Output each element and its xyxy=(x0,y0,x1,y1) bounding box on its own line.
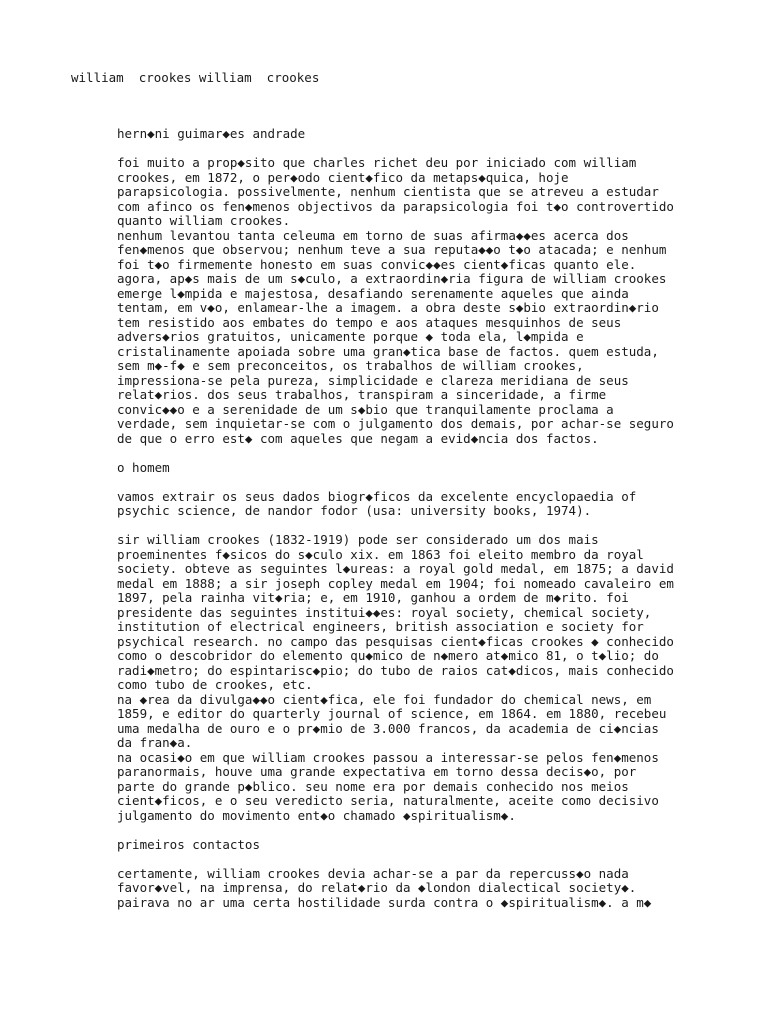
text-line: foi t◆o firmemente honesto em suas convic◆◆es cient◆ficas quanto ele. xyxy=(117,256,637,272)
paragraph-gap xyxy=(117,142,757,157)
text-line: verdade, sem inquietar-se com o julgamento dos demais, por achar-se seguro xyxy=(117,416,674,431)
text-line: de que o erro est◆ com aqueles que negam a evid◆ncia dos factos. xyxy=(117,430,599,446)
text-line: uma medalha de ouro e o pr◆mio de 3.000 francos, da academia de ci◆ncias xyxy=(117,720,659,736)
text-line: favor◆vel, na imprensa, do relat◆rio da ◆london dialectical society◆. xyxy=(117,880,637,895)
text-line: agora, ap◆s mais de um s◆culo, a extraordin◆ria figura de william crookes xyxy=(117,271,667,286)
section-heading-o-homem xyxy=(117,461,757,476)
paragraph-gap xyxy=(117,852,757,867)
document-body xyxy=(117,127,757,910)
first-contacts-paragraph xyxy=(117,867,757,911)
text-line: relat◆rios. dos seus trabalhos, transpiram a sinceridade, a firme xyxy=(117,387,607,402)
text-line: na ocasi◆o em que william crookes passou a interessar-se pelos fen◆menos xyxy=(117,749,659,765)
section-heading-primeiros-contactos xyxy=(117,838,757,853)
text-line: impressiona-se pela pureza, simplicidade e clareza meridiana de seus xyxy=(117,372,629,388)
biography-paragraph xyxy=(117,533,757,823)
paragraph-gap xyxy=(117,519,757,534)
text-line: tentam, em v◆o, enlamear-lhe a imagem. a obra deste s◆bio extraordin◆rio xyxy=(117,300,659,315)
text-line: presidente das seguintes institui◆◆es: royal society, chemical society, xyxy=(117,604,652,620)
text-line: cient◆ficos, e o seu veredicto seria, naturalmente, aceite como decisivo xyxy=(117,793,659,808)
text-line: vamos extrair os seus dados biogr◆ficos da excelente encyclopaedia of xyxy=(117,488,637,504)
text-line: sem m◆-f◆ e sem preconceitos, os trabalhos de william crookes, xyxy=(117,358,584,373)
text-line: quanto william crookes. xyxy=(117,213,291,228)
text-line: como tubo de crookes, etc. xyxy=(117,677,313,692)
paragraph-gap xyxy=(117,475,757,490)
text-line: pairava no ar uma certa hostilidade surda contra o ◆spiritualism◆. a m◆ xyxy=(117,894,652,910)
text-line: cristalinamente apoiada sobre uma gran◆tica base de factos. quem estuda, xyxy=(117,343,659,359)
text-line: 1897, pela rainha vit◆ria; e, em 1910, ganhou a ordem de m◆rito. foi xyxy=(117,590,629,605)
text-line: psychical research. no campo das pesquisas cient◆ficas crookes ◆ conhecido xyxy=(117,633,674,649)
text-line: com afinco os fen◆menos objectivos da parapsicologia foi t◆o controvertido xyxy=(117,198,674,214)
text-line: convic◆◆o e a serenidade de um s◆bio que tranquilamente proclama a xyxy=(117,401,614,417)
text-line: tem resistido aos embates do tempo e aos ataques mesquinhos de seus xyxy=(117,314,622,330)
document-title: william crookes william crookes xyxy=(71,70,320,85)
intro-paragraph xyxy=(117,156,757,446)
text-line: paranormais, houve uma grande expectativa em torno dessa decis◆o, por xyxy=(117,764,637,779)
text-line: foi muito a prop◆sito que charles richet deu por iniciado com william xyxy=(117,155,637,170)
text-line: fen◆menos que observou; nenhum teve a sua reputa◆◆o t◆o atacada; e nenhum xyxy=(117,242,667,257)
text-line: como o descobridor do elemento qu◆mico de n◆mero at◆mico 81, o t◆lio; do xyxy=(117,648,659,663)
text-line: da fran◆a. xyxy=(117,735,193,750)
text-line: primeiros contactos xyxy=(117,836,260,852)
text-line: o homem xyxy=(117,459,170,475)
text-line: proeminentes f◆sicos do s◆culo xix. em 1863 foi eleito membro da royal xyxy=(117,546,644,562)
text-line: radi◆metro; do espintarisc◆pio; do tubo de raios cat◆dicos, mais conhecido xyxy=(117,662,674,678)
text-line: parapsicologia. possivelmente, nenhum cientista que se atreveu a estudar xyxy=(117,184,659,199)
text-line: certamente, william crookes devia achar-se a par da repercuss◆o nada xyxy=(117,865,629,881)
text-line: 1859, e editor do quarterly journal of science, em 1864. em 1880, recebeu xyxy=(117,706,667,721)
text-line: society. obteve as seguintes l◆ureas: a royal gold medal, em 1875; a david xyxy=(117,561,674,576)
author-line xyxy=(117,127,757,142)
biography-intro-paragraph xyxy=(117,490,757,519)
text-line: nenhum levantou tanta celeuma em torno de suas afirma◆◆es acerca dos xyxy=(117,227,629,243)
text-line: sir william crookes (1832-1919) pode ser considerado um dos mais xyxy=(117,532,599,547)
paragraph-gap xyxy=(117,823,757,838)
text-line: medal em 1888; a sir joseph copley medal em 1904; foi nomeado cavaleiro em xyxy=(117,575,674,591)
paragraph-gap xyxy=(117,446,757,461)
text-line: parte do grande p◆blico. seu nome era por demais conhecido nos meios xyxy=(117,778,629,794)
text-line: psychic science, de nandor fodor (usa: university books, 1974). xyxy=(117,503,592,518)
text-line: emerge l◆mpida e majestosa, desafiando serenamente aqueles que ainda xyxy=(117,285,629,301)
text-line: hern◆ni guimar◆es andrade xyxy=(117,126,306,141)
text-line: advers◆rios gratuitos, unicamente porque ◆ toda ela, l◆mpida e xyxy=(117,329,584,344)
text-line: institution of electrical engineers, british association e society for xyxy=(117,619,644,634)
text-line: crookes, em 1872, o per◆odo cient◆fico da metaps◆quica, hoje xyxy=(117,169,569,185)
text-line: na ◆rea da divulga◆◆o cient◆fica, ele foi fundador do chemical news, em xyxy=(117,691,652,707)
text-line: julgamento do movimento ent◆o chamado ◆spiritualism◆. xyxy=(117,807,516,823)
